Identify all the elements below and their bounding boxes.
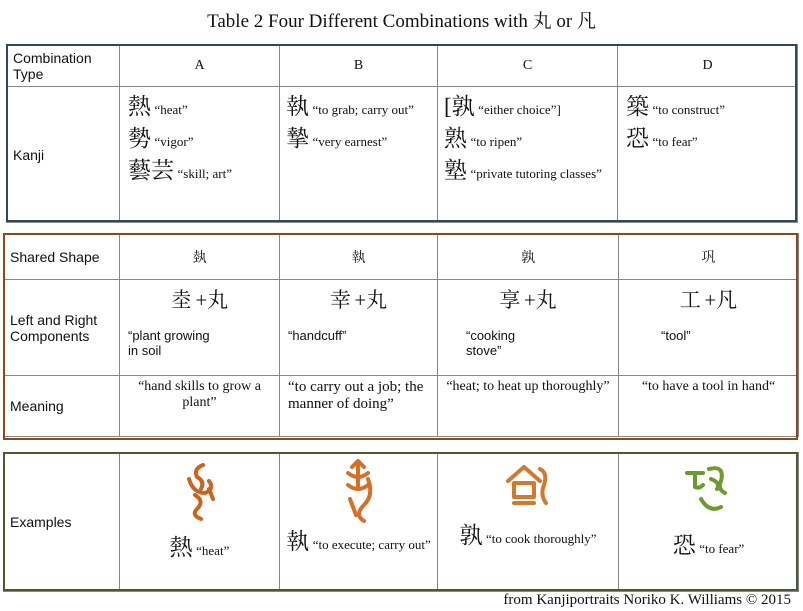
gloss: “skill; art” (177, 166, 233, 182)
kanji: 築 (626, 94, 649, 119)
gloss: “to fear” (652, 134, 698, 150)
col-header-b: B (280, 45, 438, 87)
kanji-cell-a (120, 87, 280, 223)
example-gloss: “to cook thoroughly” (486, 531, 597, 546)
examples-table (3, 452, 799, 592)
col-header-a: A (120, 45, 280, 87)
example-gloss: “to fear” (699, 541, 745, 556)
example-gloss: “to execute; carry out” (312, 537, 431, 552)
right-component: +丸 (523, 288, 557, 312)
gloss: “heat” (154, 102, 188, 117)
component-note: “handcuff” (288, 328, 347, 343)
col-header-c: C (438, 45, 618, 87)
components-cell-b (280, 280, 438, 376)
right-component: +丸 (354, 288, 388, 312)
kanji-cell-d (618, 87, 798, 223)
kanji: 恐 (626, 126, 649, 152)
components-cell-a (120, 280, 280, 376)
gloss: “to grab; carry out” (312, 102, 414, 117)
example-kanji: 熱 (169, 535, 193, 560)
ancient-glyph-execute-icon (334, 459, 384, 525)
left-component: 工 (679, 288, 701, 312)
shared-shape-d: 巩 (619, 234, 799, 280)
row-label-meaning: Meaning (4, 376, 120, 437)
gloss: “to construct” (652, 102, 726, 117)
gloss: “vigor” (154, 134, 194, 150)
shared-shape-b: 執 (280, 234, 438, 280)
left-component: 幸 (329, 288, 351, 312)
kanji: 摯 (286, 126, 309, 152)
gloss: “very earnest” (312, 134, 388, 150)
ancient-glyph-heat-icon (175, 459, 225, 525)
components-cell-c (438, 280, 619, 376)
header-row (7, 45, 798, 87)
example-cell-c (438, 453, 619, 592)
shared-shape-a: 埶 (120, 234, 280, 280)
components-table (3, 233, 799, 437)
component-note: “plant growing in soil (128, 328, 210, 358)
kanji-cell-c (438, 87, 618, 223)
gloss: “to ripen” (470, 134, 523, 150)
kanji: 執 (286, 94, 309, 119)
right-component: +凡 (704, 288, 738, 312)
kanji-cell-b (280, 87, 438, 223)
ancient-glyph-cook-icon (500, 459, 556, 517)
meaning-b: “to carry out a job; the manner of doing” (280, 376, 438, 437)
component-note: “tool” (661, 328, 691, 343)
meaning-d: “to have a tool in hand“ (619, 376, 799, 437)
example-gloss: “heat” (196, 543, 230, 558)
left-component: 坴 (170, 288, 192, 312)
meaning-row (4, 376, 799, 437)
example-kanji: 恐 (672, 533, 696, 558)
row-label-kanji: Kanji (7, 87, 120, 223)
row-label-combination-type: Combination Type (7, 45, 120, 87)
kanji: 勢 (128, 126, 151, 152)
example-kanji: 孰 (459, 523, 483, 548)
kanji-table (6, 44, 798, 223)
gloss: “either choice”] (478, 102, 561, 117)
kanji: 藝芸 (128, 158, 174, 184)
kanji-row (7, 87, 798, 223)
row-label-components: Left and Right Components (4, 280, 120, 376)
component-note: “cooking stove” (466, 328, 516, 358)
kanji: 熱 (128, 94, 151, 119)
row-label-shared-shape: Shared Shape (4, 234, 120, 280)
col-header-d: D (618, 45, 798, 87)
example-cell-b (280, 453, 438, 592)
example-kanji: 執 (286, 529, 310, 554)
left-component: 享 (499, 288, 521, 312)
right-component: +丸 (195, 288, 229, 312)
table-title: Table 2 Four Different Combinations with 丸 or 凡 (207, 11, 596, 32)
components-row (4, 280, 799, 376)
kanji: 熟 (444, 126, 467, 152)
components-cell-d (619, 280, 799, 376)
kanji: [孰 (444, 94, 475, 119)
shared-shape-c: 孰 (438, 234, 619, 280)
example-cell-d (619, 453, 799, 592)
ancient-glyph-fear-icon (681, 459, 737, 525)
example-cell-a (120, 453, 280, 592)
meaning-a: “hand skills to grow a plant” (120, 376, 280, 437)
shared-shape-row (4, 234, 799, 280)
kanji: 塾 (444, 158, 467, 184)
meaning-c: “heat; to heat up thoroughly” (438, 376, 619, 437)
gloss: “private tutoring classes” (470, 166, 602, 182)
row-label-examples: Examples (4, 453, 120, 592)
footer-credit: from Kanjiportraits Noriko K. Williams © 2015 (503, 592, 791, 608)
examples-row (4, 453, 799, 592)
